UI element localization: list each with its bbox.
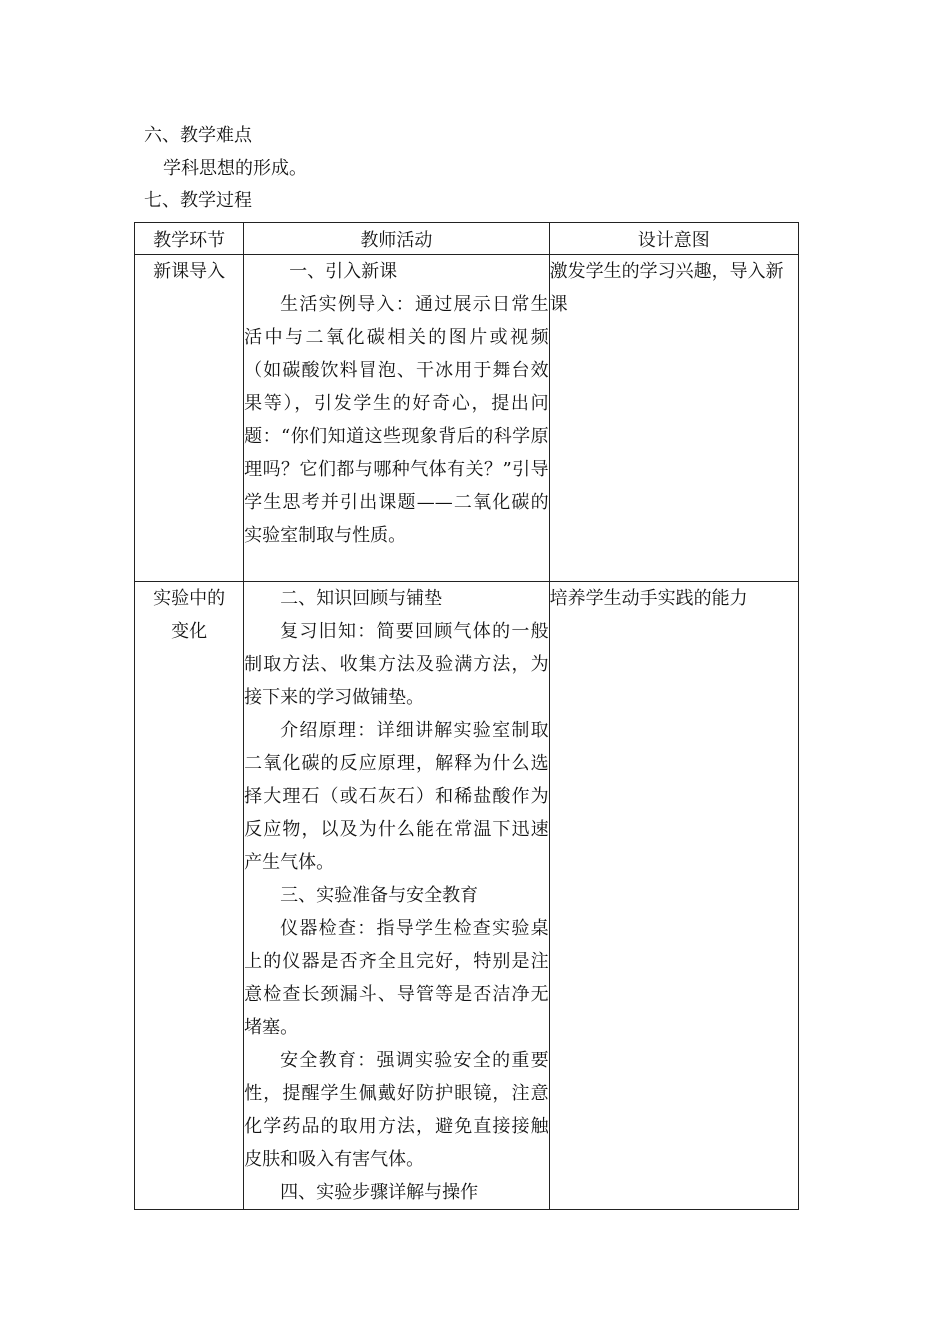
header-teacher-activity: 教师活动 <box>244 223 549 255</box>
table-header-row <box>135 223 799 255</box>
table-row <box>135 582 799 1210</box>
teaching-process-heading: 七、教学过程 <box>144 190 252 211</box>
intent-cell: 培养学生动手实践的能力 <box>549 582 798 1210</box>
activity-section-title: 四、实验步骤详解与操作 <box>280 1182 479 1203</box>
stage-cell <box>135 582 244 1210</box>
activity-paragraph: 复习旧知：简要回顾气体的一般制取方法、收集方法及验满方法，为接下来的学习做铺垫。 <box>244 621 549 708</box>
activity-paragraph: 介绍原理：详细讲解实验室制取二氧化碳的反应原理，解释为什么选择大理石（或石灰石）和稀盐酸作为反应物，以及为什么能在常温下迅速产生气体。 <box>244 720 549 873</box>
header-design-intent: 设计意图 <box>549 223 798 255</box>
teaching-process-table <box>134 222 799 1210</box>
header-stage: 教学环节 <box>135 223 244 255</box>
activity-cell <box>244 582 549 1210</box>
activity-section-title: 二、知识回顾与铺垫 <box>280 588 443 609</box>
activity-cell <box>244 255 549 582</box>
activity-section-title: 一、引入新课 <box>289 261 398 282</box>
intent-cell: 激发学生的学习兴趣，导入新课 <box>549 255 798 582</box>
stage-label-line: 变化 <box>171 621 208 642</box>
stage-label: 新课导入 <box>153 261 226 282</box>
teaching-difficulty-heading: 六、教学难点 <box>144 125 252 146</box>
activity-paragraph: 仪器检查：指导学生检查实验桌上的仪器是否齐全且完好，特别是注意检查长颈漏斗、导管等是否洁净无堵塞。 <box>244 918 549 1038</box>
teaching-difficulty-text: 学科思想的形成。 <box>163 158 307 179</box>
activity-paragraph: 安全教育：强调实验安全的重要性，提醒学生佩戴好防护眼镜，注意化学药品的取用方法，避免直接接触皮肤和吸入有害气体。 <box>244 1050 549 1170</box>
table-row <box>135 255 799 582</box>
activity-section-title: 三、实验准备与安全教育 <box>280 885 479 906</box>
stage-cell <box>135 255 244 582</box>
stage-label-line: 实验中的 <box>153 588 226 609</box>
activity-paragraph: 生活实例导入：通过展示日常生活中与二氧化碳相关的图片或视频（如碳酸饮料冒泡、干冰用于舞台效果等），引发学生的好奇心，提出问题：“你们知道这些现象背后的科学原理吗？它们都与哪种气体有关？”引导学生思考并引出课题——二氧化碳的实验室制取与性质。 <box>244 294 549 546</box>
